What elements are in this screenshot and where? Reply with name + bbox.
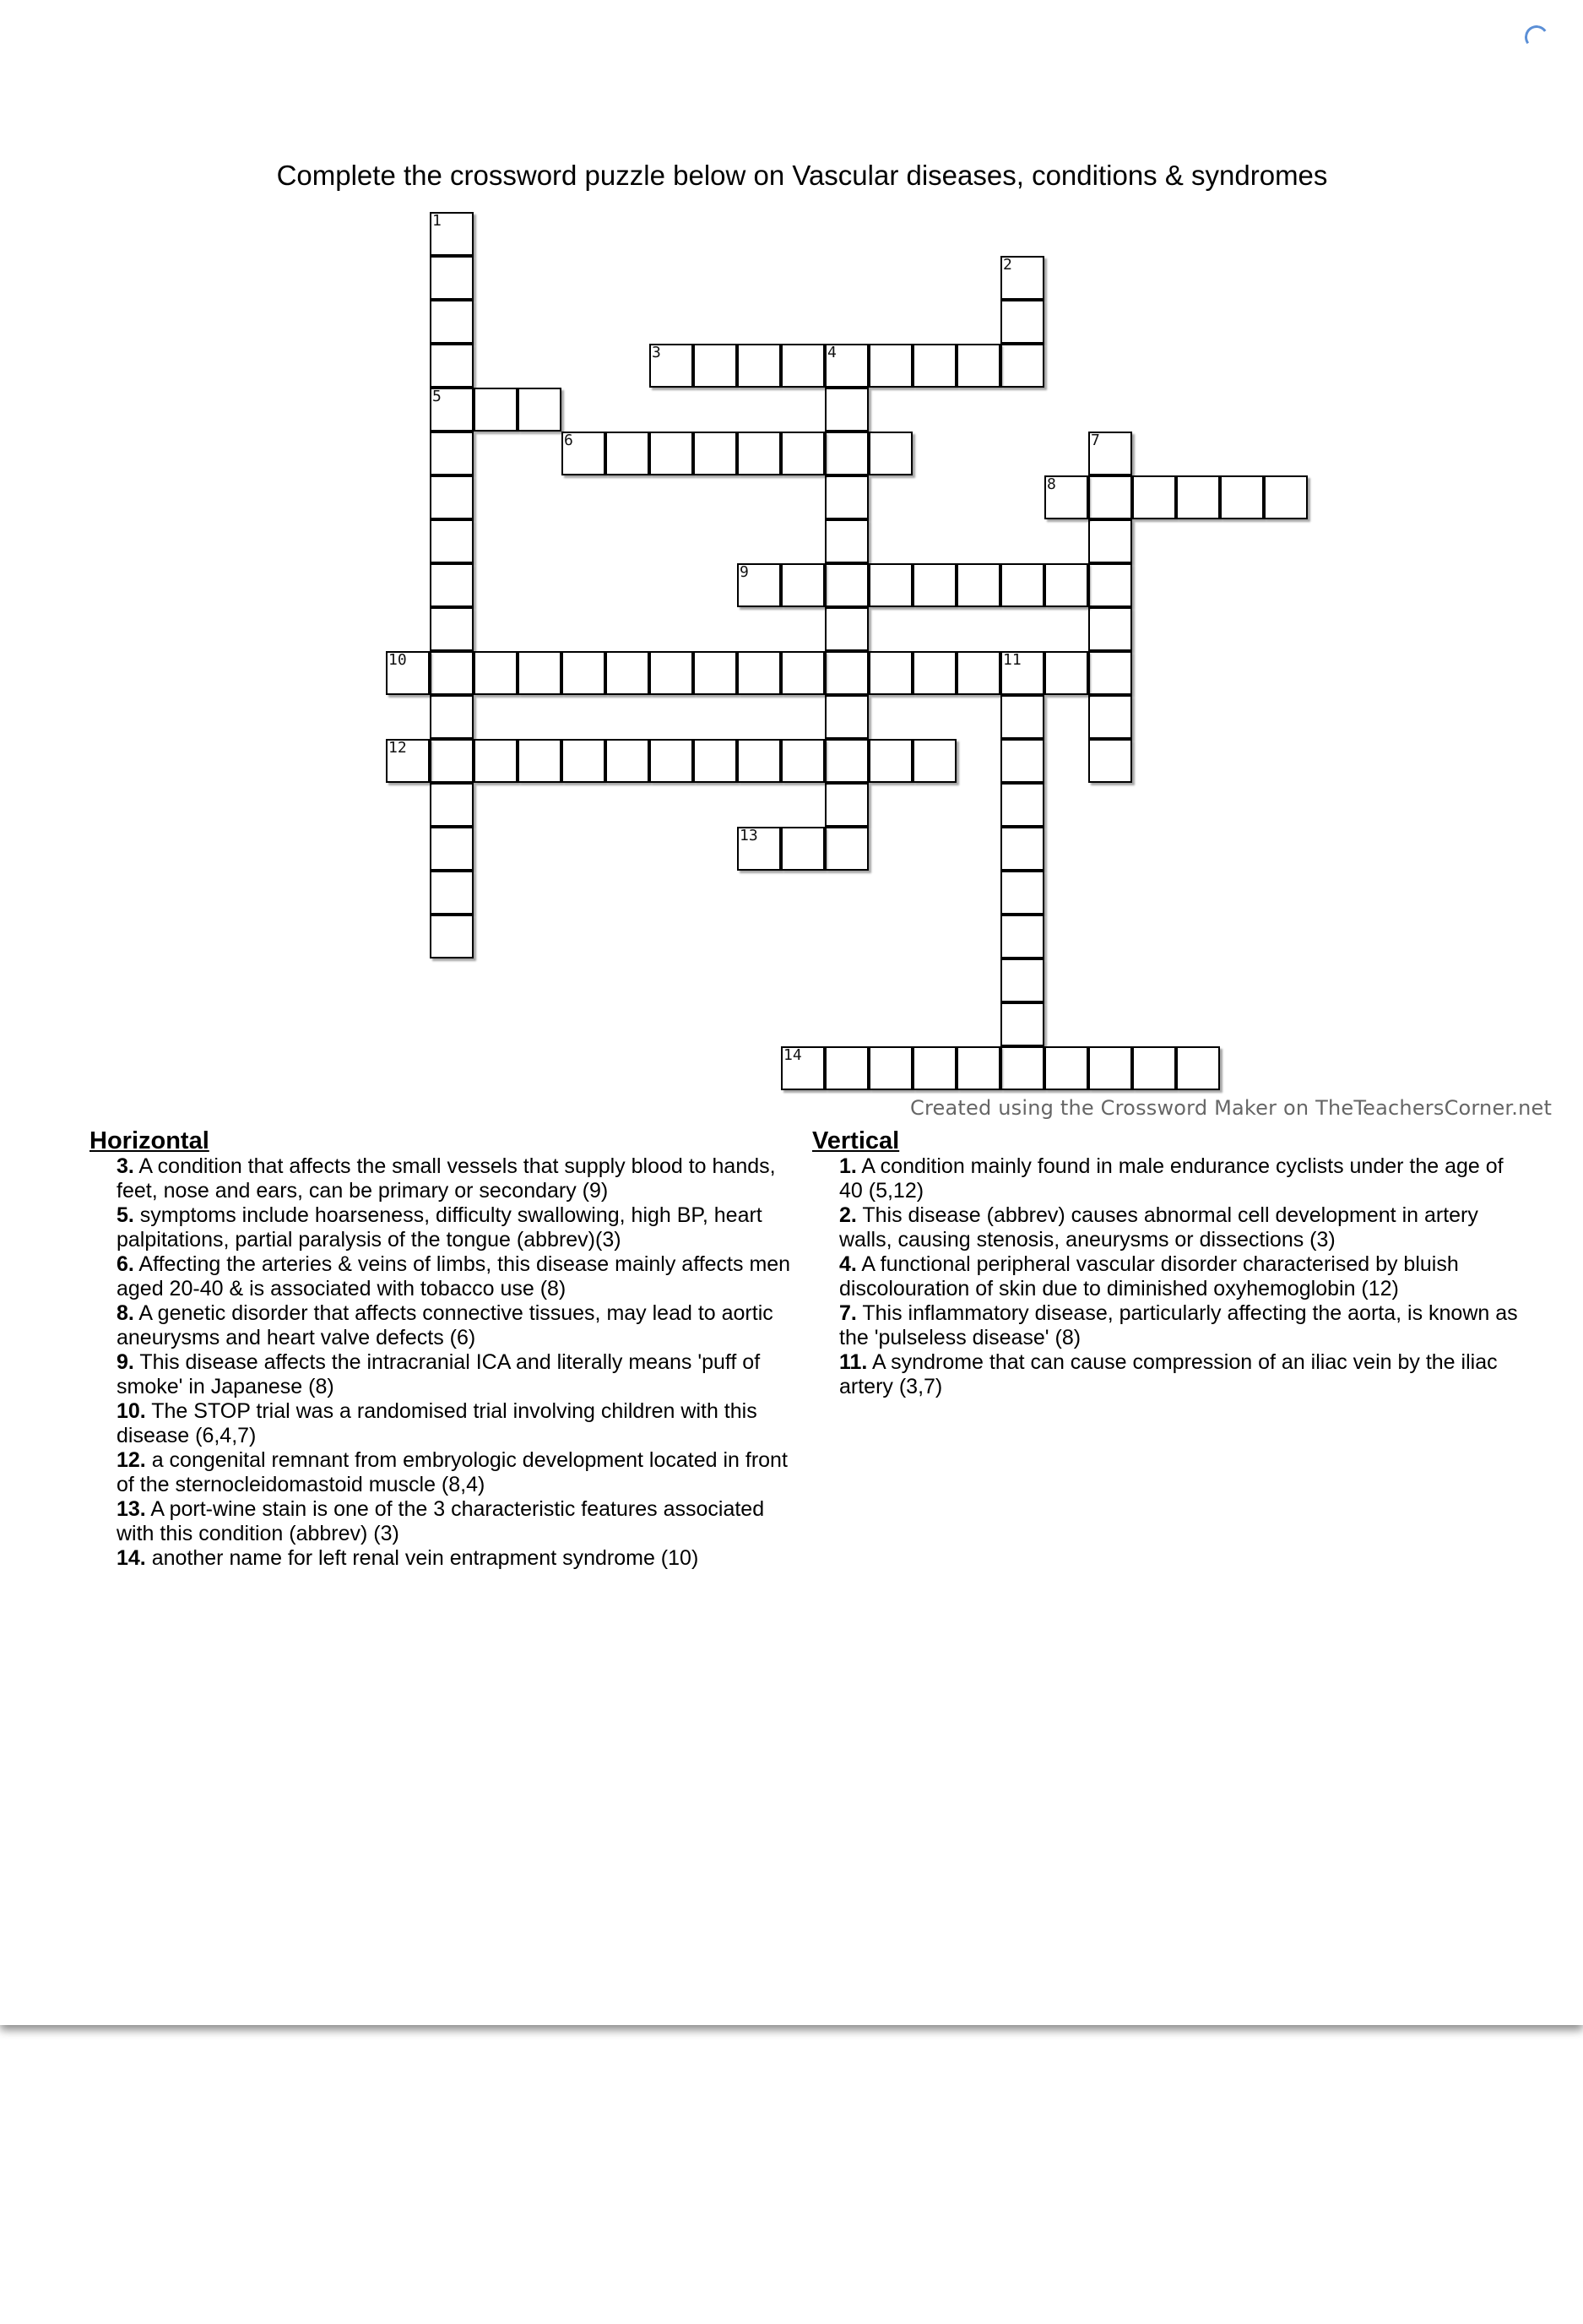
- grid-cell[interactable]: [561, 651, 605, 695]
- grid-cell[interactable]: [913, 1046, 957, 1090]
- grid-cell[interactable]: [1000, 695, 1044, 739]
- grid-cell[interactable]: [430, 300, 474, 344]
- grid-cell[interactable]: [1088, 519, 1132, 563]
- grid-cell[interactable]: [430, 388, 474, 432]
- vertical-clue-7: [839, 1301, 1521, 1350]
- clue-number-label: 8: [1047, 475, 1056, 493]
- clue-text: The STOP trial was a randomised trial involving children with this disease (6,4,7): [117, 1399, 757, 1447]
- grid-cell[interactable]: [1000, 344, 1044, 388]
- grid-cell[interactable]: [430, 915, 474, 958]
- vertical-clue-list: [812, 1154, 1521, 1399]
- vertical-clue-11: [839, 1350, 1521, 1399]
- grid-cell[interactable]: [1044, 475, 1088, 519]
- grid-cell[interactable]: [1264, 475, 1308, 519]
- clue-text: A functional peripheral vascular disorder characterised by bluish discolouration of skin due to diminished oxyhemoglobin (12): [839, 1252, 1459, 1300]
- grid-cell[interactable]: [781, 432, 825, 475]
- clue-number: 2.: [839, 1203, 857, 1227]
- grid-cell[interactable]: [386, 739, 430, 783]
- grid-cell[interactable]: [869, 432, 913, 475]
- horizontal-clue-3: [117, 1154, 799, 1203]
- grid-cell[interactable]: [1176, 475, 1220, 519]
- clue-text: a congenital remnant from embryologic development located in front of the sternocleidomastoid muscle (8,4): [117, 1448, 788, 1496]
- grid-cell[interactable]: [1044, 1046, 1088, 1090]
- grid-cell[interactable]: [869, 651, 913, 695]
- clue-number-label: 12: [388, 739, 407, 757]
- clue-number-label: 4: [827, 344, 837, 361]
- horizontal-clue-6: [117, 1252, 799, 1301]
- grid-cell[interactable]: [1088, 607, 1132, 651]
- clue-number: 10.: [117, 1399, 146, 1423]
- clue-number: 3.: [117, 1154, 134, 1178]
- grid-cell[interactable]: [1088, 475, 1132, 519]
- vertical-heading: Vertical: [812, 1127, 900, 1154]
- grid-cell[interactable]: [913, 563, 957, 607]
- clue-number-label: 13: [740, 827, 758, 844]
- clue-number: 9.: [117, 1350, 134, 1374]
- grid-cell[interactable]: [1000, 958, 1044, 1002]
- grid-cell[interactable]: [605, 651, 649, 695]
- grid-cell[interactable]: [474, 651, 518, 695]
- horizontal-heading: Horizontal: [89, 1127, 209, 1154]
- grid-cell[interactable]: [386, 651, 430, 695]
- grid-cell[interactable]: [1132, 475, 1176, 519]
- clue-text: A syndrome that can cause compression of an iliac vein by the iliac artery (3,7): [839, 1350, 1498, 1398]
- grid-cell[interactable]: [913, 651, 957, 695]
- grid-cell[interactable]: [825, 475, 869, 519]
- clue-number-label: 10: [388, 651, 407, 669]
- grid-cell[interactable]: [1044, 651, 1088, 695]
- grid-cell[interactable]: [957, 651, 1000, 695]
- grid-cell[interactable]: [957, 563, 1000, 607]
- grid-cell[interactable]: [649, 344, 693, 388]
- grid-cell[interactable]: [430, 519, 474, 563]
- grid-cell[interactable]: [693, 739, 737, 783]
- grid-cell[interactable]: [825, 827, 869, 871]
- grid-cell[interactable]: [957, 1046, 1000, 1090]
- clue-text: This inflammatory disease, particularly affecting the aorta, is known as the 'pulseless disease' (8): [839, 1301, 1518, 1349]
- clue-number: 12.: [117, 1448, 146, 1472]
- grid-cell[interactable]: [693, 344, 737, 388]
- grid-cell[interactable]: [1088, 651, 1132, 695]
- clue-text: A condition mainly found in male endurance cyclists under the age of 40 (5,12): [839, 1154, 1504, 1203]
- grid-cell[interactable]: [1000, 563, 1044, 607]
- grid-cell[interactable]: [430, 651, 474, 695]
- grid-cell[interactable]: [693, 432, 737, 475]
- grid-cell[interactable]: [869, 1046, 913, 1090]
- grid-cell[interactable]: [1000, 1046, 1044, 1090]
- grid-cell[interactable]: [430, 475, 474, 519]
- vertical-clue-1: [839, 1154, 1521, 1203]
- clue-number-label: 14: [783, 1046, 802, 1064]
- grid-cell[interactable]: [1044, 563, 1088, 607]
- grid-cell[interactable]: [430, 212, 474, 256]
- grid-cell[interactable]: [1088, 563, 1132, 607]
- grid-cell[interactable]: [430, 563, 474, 607]
- grid-cell[interactable]: [605, 432, 649, 475]
- horizontal-clue-8: [117, 1301, 799, 1350]
- grid-cell[interactable]: [605, 739, 649, 783]
- grid-cell[interactable]: [781, 827, 825, 871]
- grid-cell[interactable]: [737, 563, 781, 607]
- grid-cell[interactable]: [825, 432, 869, 475]
- grid-cell[interactable]: [737, 344, 781, 388]
- grid-cell[interactable]: [737, 739, 781, 783]
- clue-number-label: 1: [432, 212, 442, 230]
- grid-cell[interactable]: [518, 739, 561, 783]
- grid-cell[interactable]: [1220, 475, 1264, 519]
- grid-cell[interactable]: [869, 344, 913, 388]
- clue-number-label: 9: [740, 563, 749, 581]
- grid-cell[interactable]: [869, 739, 913, 783]
- clue-number: 13.: [117, 1497, 146, 1521]
- grid-cell[interactable]: [737, 827, 781, 871]
- clue-text: another name for left renal vein entrapment syndrome (10): [145, 1546, 699, 1570]
- grid-cell[interactable]: [561, 739, 605, 783]
- clue-text: Affecting the arteries & veins of limbs, this disease mainly affects men aged 20-40 & is associated with tobacco use (8): [117, 1252, 791, 1300]
- grid-cell[interactable]: [869, 563, 913, 607]
- grid-cell[interactable]: [913, 739, 957, 783]
- grid-cell[interactable]: [430, 607, 474, 651]
- grid-cell[interactable]: [825, 739, 869, 783]
- horizontal-clues: [89, 1127, 799, 1571]
- grid-cell[interactable]: [649, 651, 693, 695]
- clue-number: 5.: [117, 1203, 134, 1227]
- clue-number-label: 2: [1003, 256, 1012, 274]
- clue-number: 1.: [839, 1154, 857, 1178]
- clue-number: 7.: [839, 1301, 857, 1325]
- clue-number: 8.: [117, 1301, 134, 1325]
- grid-cell[interactable]: [1000, 651, 1044, 695]
- grid-cell[interactable]: [1000, 300, 1044, 344]
- grid-cell[interactable]: [781, 563, 825, 607]
- grid-cell[interactable]: [518, 388, 561, 432]
- horizontal-clue-list: [89, 1154, 799, 1571]
- clue-text: This disease affects the intracranial ICA and literally means 'puff of smoke' in Japanese (8): [117, 1350, 761, 1398]
- clue-text: A port-wine stain is one of the 3 characteristic features associated with this condition (abbrev) (3): [117, 1497, 765, 1545]
- grid-cell[interactable]: [1000, 1002, 1044, 1046]
- grid-cell[interactable]: [825, 651, 869, 695]
- clue-number-label: 3: [652, 344, 661, 361]
- grid-cell[interactable]: [1000, 739, 1044, 783]
- grid-cell[interactable]: [913, 344, 957, 388]
- grid-cell[interactable]: [430, 344, 474, 388]
- grid-cell[interactable]: [737, 432, 781, 475]
- grid-cell[interactable]: [430, 256, 474, 300]
- clue-number: 14.: [117, 1546, 146, 1570]
- clue-number-label: 6: [564, 432, 573, 449]
- horizontal-clue-12: [117, 1448, 799, 1497]
- grid-cell[interactable]: [1088, 432, 1132, 475]
- horizontal-clue-5: [117, 1203, 799, 1252]
- grid-cell[interactable]: [1088, 739, 1132, 783]
- grid-cell[interactable]: [825, 519, 869, 563]
- grid-cell[interactable]: [1088, 695, 1132, 739]
- grid-cell[interactable]: [474, 388, 518, 432]
- grid-cell[interactable]: [781, 344, 825, 388]
- clue-number-label: 5: [432, 388, 442, 405]
- grid-cell[interactable]: [781, 1046, 825, 1090]
- credit-text: Created using the Crossword Maker on TheTeachersCorner.net: [910, 1096, 1553, 1120]
- grid-cell[interactable]: [561, 432, 605, 475]
- horizontal-clue-14: [117, 1546, 799, 1571]
- vertical-clue-2: [839, 1203, 1521, 1252]
- clue-number: 6.: [117, 1252, 134, 1276]
- grid-cell[interactable]: [474, 739, 518, 783]
- grid-cell[interactable]: [693, 651, 737, 695]
- grid-cell[interactable]: [825, 783, 869, 827]
- grid-cell[interactable]: [649, 739, 693, 783]
- clue-number: 4.: [839, 1252, 857, 1276]
- grid-cell[interactable]: [1176, 1046, 1220, 1090]
- grid-cell[interactable]: [430, 695, 474, 739]
- clue-number: 11.: [839, 1350, 868, 1374]
- vertical-clues: [812, 1127, 1521, 1399]
- grid-cell[interactable]: [825, 607, 869, 651]
- horizontal-clue-13: [117, 1497, 799, 1546]
- grid-cell[interactable]: [957, 344, 1000, 388]
- grid-cell[interactable]: [430, 739, 474, 783]
- grid-cell[interactable]: [430, 827, 474, 871]
- page-title: Complete the crossword puzzle below on Vascular diseases, conditions & syndromes: [276, 160, 1328, 191]
- grid-cell[interactable]: [1088, 1046, 1132, 1090]
- clue-number-label: 7: [1091, 432, 1100, 449]
- vertical-clue-4: [839, 1252, 1521, 1301]
- grid-cell[interactable]: [1000, 783, 1044, 827]
- crossword-grid[interactable]: [0, 0, 1583, 1115]
- grid-cell[interactable]: [825, 695, 869, 739]
- clue-number-label: 11: [1003, 651, 1022, 669]
- grid-cell[interactable]: [430, 871, 474, 915]
- grid-cell[interactable]: [825, 344, 869, 388]
- horizontal-clue-10: [117, 1399, 799, 1448]
- grid-cell[interactable]: [737, 651, 781, 695]
- clue-text: This disease (abbrev) causes abnormal cell development in artery walls, causing stenosis, aneurysms or dissections (3): [839, 1203, 1478, 1252]
- grid-cell[interactable]: [1000, 256, 1044, 300]
- clue-text: symptoms include hoarseness, difficulty swallowing, high BP, heart palpitations, partial paralysis of the tongue (abbrev)(3): [117, 1203, 762, 1252]
- grid-cell[interactable]: [430, 432, 474, 475]
- grid-cell[interactable]: [781, 739, 825, 783]
- grid-cell[interactable]: [1000, 827, 1044, 871]
- grid-cell[interactable]: [430, 783, 474, 827]
- grid-cell[interactable]: [825, 1046, 869, 1090]
- grid-cell[interactable]: [825, 563, 869, 607]
- clue-text: A condition that affects the small vessels that supply blood to hands, feet, nose and ears, can be primary or secondary (9): [117, 1154, 776, 1203]
- grid-cell[interactable]: [1000, 871, 1044, 915]
- grid-cell[interactable]: [518, 651, 561, 695]
- clue-text: A genetic disorder that affects connective tissues, may lead to aortic aneurysms and heart valve defects (6): [117, 1301, 773, 1349]
- grid-cell[interactable]: [1132, 1046, 1176, 1090]
- grid-cell[interactable]: [1000, 915, 1044, 958]
- horizontal-clue-9: [117, 1350, 799, 1399]
- grid-cell[interactable]: [781, 651, 825, 695]
- grid-cell[interactable]: [649, 432, 693, 475]
- grid-cell[interactable]: [825, 388, 869, 432]
